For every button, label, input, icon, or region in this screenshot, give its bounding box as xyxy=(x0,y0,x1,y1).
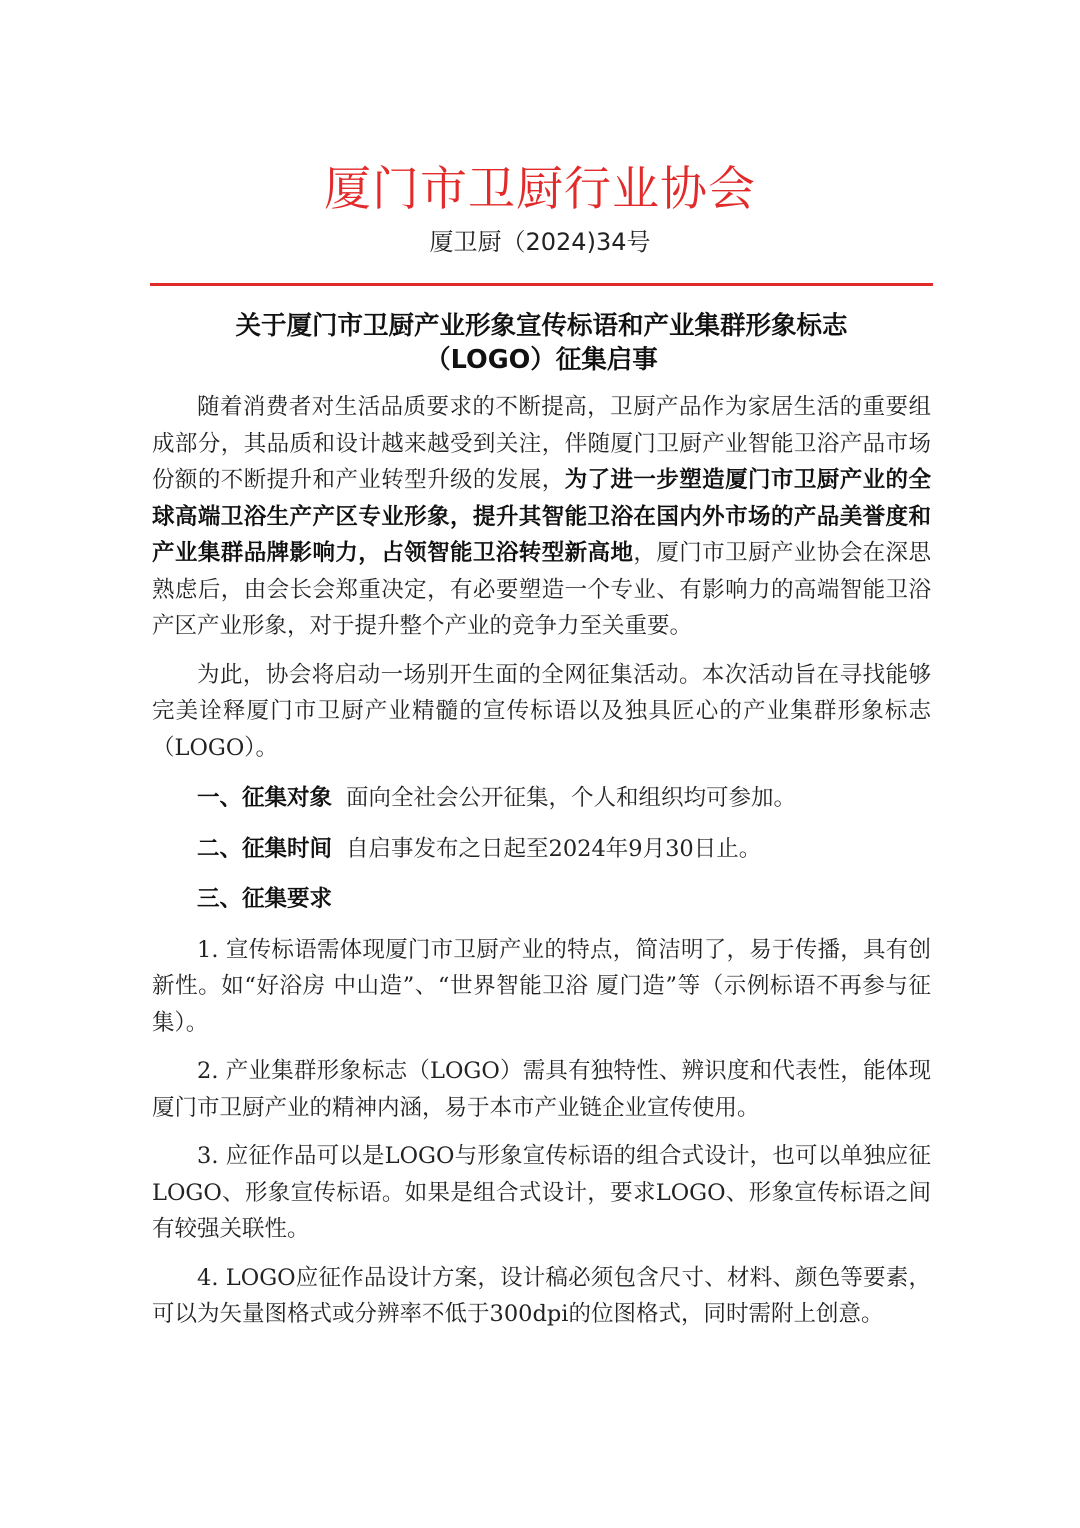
document-number: 厦卫厨（2024)34号 xyxy=(429,228,651,256)
purpose-paragraph: 为此，协会将启动一场别开生面的全网征集活动。本次活动旨在寻找能够完美诠释厦门市卫厨产业精髓的宣传标语以及独具匠心的产业集群形象标志（LOGO）。 xyxy=(152,661,931,761)
section-target-text: 面向全社会公开征集，个人和组织均可参加。 xyxy=(346,785,797,811)
section-time xyxy=(152,831,931,868)
document-title xyxy=(150,309,933,377)
section-target-label: 一、征集对象 xyxy=(197,785,333,811)
document-body xyxy=(152,389,931,1345)
section-requirements-label: 三、征集要求 xyxy=(197,886,333,912)
section-target xyxy=(152,780,931,817)
section-time-label: 二、征集时间 xyxy=(197,835,333,862)
section-requirements xyxy=(152,881,931,918)
requirement-item-3: 3. 应征作品可以是LOGO与形象宣传标语的组合式设计，也可以单独应征LOGO、形象宣传标语。如果是组合式设计，要求LOGO、形象宣传标语之间有较强关联性。 xyxy=(152,1143,931,1242)
intro-text-2: ，厦门市卫厨产业协会在深思熟虑后，由会长会郑重决定，有必要塑造一个专业、有影响力的高端智能卫浴产区产业形象，对于提升整个产业的竞争力至关重要。 xyxy=(152,540,931,639)
requirement-item-4: 4. LOGO应征作品设计方案，设计稿必须包含尺寸、材料、颜色等要素，可以为矢量图格式或分辨率不低于300dpi的位图格式，同时需附上创意。 xyxy=(152,1264,931,1327)
red-divider-line xyxy=(150,283,933,286)
intro-paragraph xyxy=(152,389,931,645)
section-time-text: 自启事发布之日起至2024年9月30日止。 xyxy=(346,835,762,862)
title-line-1: 关于厦门市卫厨产业形象宣传标语和产业集群形象标志 xyxy=(235,311,848,341)
requirement-item-2: 2. 产业集群形象标志（LOGO）需具有独特性、辨识度和代表性，能体现厦门市卫厨产业的精神内涵，易于本市产业链企业宣传使用。 xyxy=(152,1058,931,1121)
intro-text-1: 随着消费者对生活品质要求的不断提高，卫厨产品作为家居生活的重要组成部分，其品质和设计越来越受到关注，伴随厦门卫厨产业智能卫浴产品市场份额的不断提升和产业转型升级的发展， xyxy=(152,394,931,493)
org-name-header: 厦门市卫厨行业协会 xyxy=(324,162,756,217)
intro-bold-text: 为了进一步塑造厦门市卫厨产业的全球高端卫浴生产产区专业形象，提升其智能卫浴在国内外市场的产品美誉度和产业集群品牌影响力，占领智能卫浴转型新高地 xyxy=(152,467,931,566)
title-line-2: （LOGO）征集启事 xyxy=(425,345,658,375)
requirement-item-1: 1. 宣传标语需体现厦门市卫厨产业的特点，简洁明了，易于传播，具有创新性。如“好浴房 中山造”、“世界智能卫浴 厦门造”等（示例标语不再参与征集）。 xyxy=(152,936,931,1036)
